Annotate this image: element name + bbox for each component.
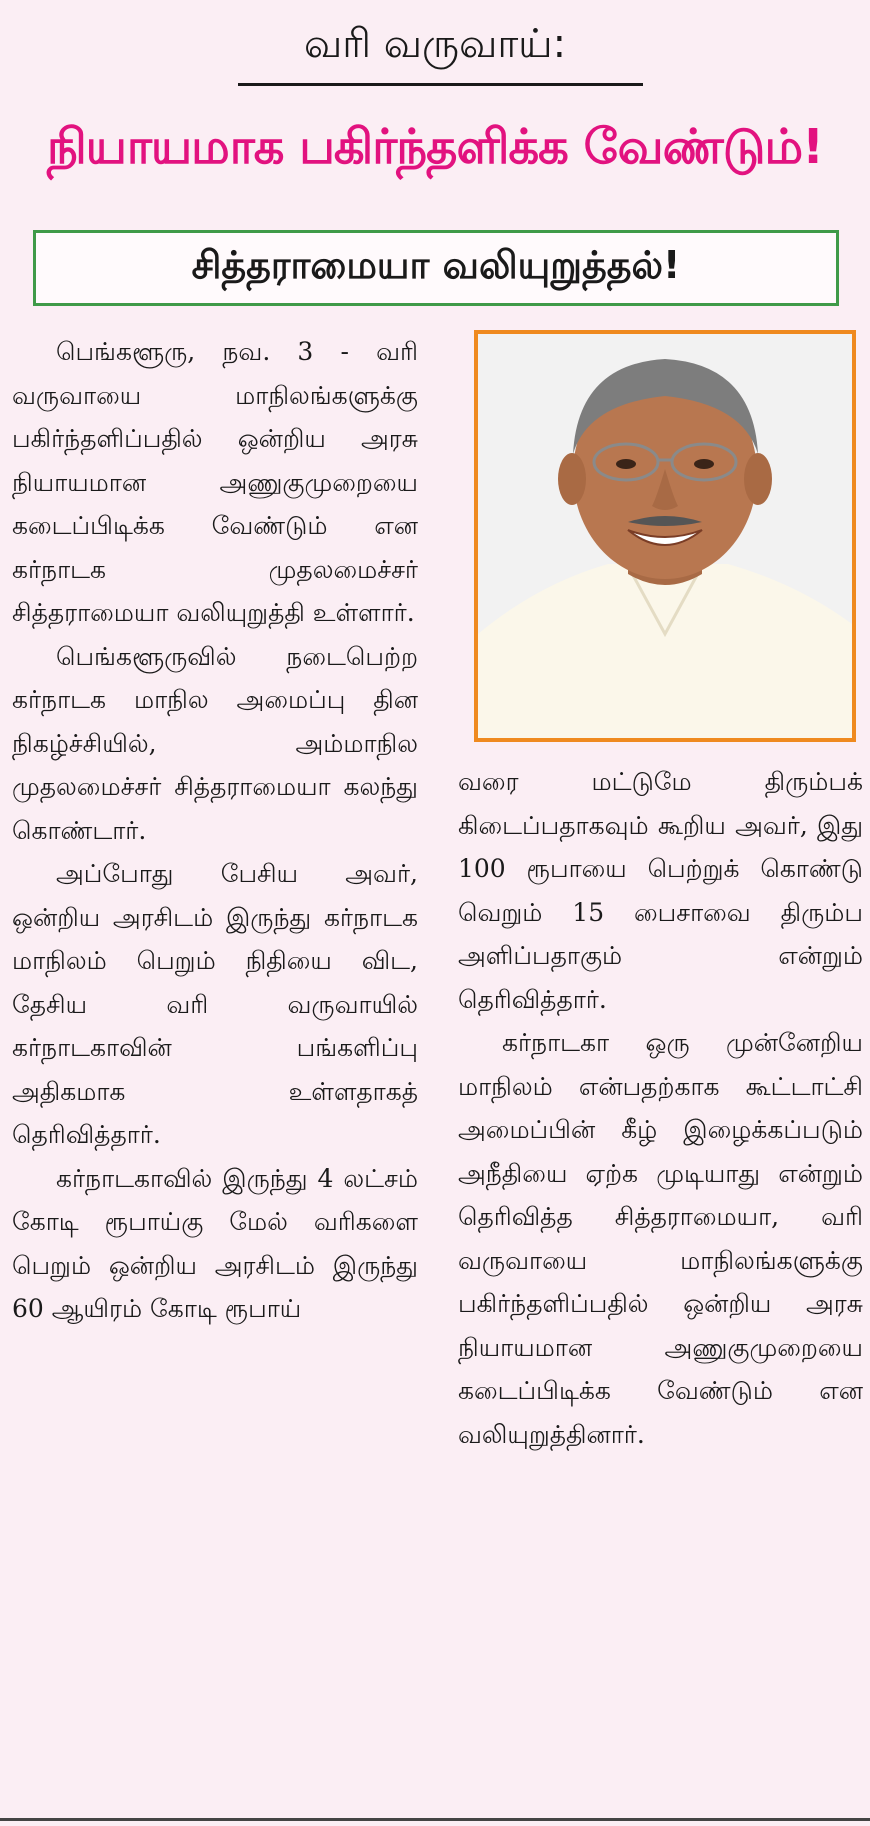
subheadline-box <box>33 230 839 306</box>
kicker-title: வரி வருவாய்: <box>303 21 567 67</box>
bottom-divider <box>0 1818 870 1821</box>
kicker-underline <box>238 83 643 86</box>
portrait-illustration <box>478 334 852 738</box>
paragraph: பெங்களூரு, நவ. 3 - வரி வருவாயை மாநிலங்களுக்கு பகிர்ந்தளிப்பதில் ஒன்றிய அரசு நியாயமான அணுகுமுறையை கடைப்பிடிக்க வேண்டும் என கர்நாடக முதலமைச்சர் சித்தராமையா வலியுறுத்தி உள்ளார். <box>12 337 418 627</box>
headline: நியாயமாக பகிர்ந்தளிக்க வேண்டும்! <box>46 119 824 175</box>
article-column-right <box>458 760 863 1456</box>
article-column-left <box>12 330 418 1331</box>
paragraph: வரை மட்டுமே திரும்பக் கிடைப்பதாகவும் கூறிய அவர், இது 100 ரூபாயை பெற்றுக் கொண்டு வெறும் 15 பைசாவை திரும்ப அளிப்பதாகும் என்றும் தெரிவித்தார். <box>458 767 863 1014</box>
paragraph: கர்நாடகா ஒரு முன்னேறிய மாநிலம் என்பதற்காக கூட்டாட்சி அமைப்பின் கீழ் இழைக்கப்படும் அநீதியை ஏற்க முடியாது என்றும் தெரிவித்த சித்தராமையா, வரி வருவாயை மாநிலங்களுக்கு பகிர்ந்தளிப்பதில் ஒன்றிய அரசு நியாயமான அணுகுமுறையை கடைப்பிடிக்க வேண்டும் என வலியுறுத்தினார். <box>458 1028 863 1449</box>
portrait-photo <box>474 330 856 742</box>
paragraph: அப்போது பேசிய அவர், ஒன்றிய அரசிடம் இருந்து கர்நாடக மாநிலம் பெறும் நிதியை விட, தேசிய வரி வருவாயில் கர்நாடகாவின் பங்களிப்பு அதிகமாக உள்ளதாகத் தெரிவித்தார். <box>12 859 418 1149</box>
paragraph: பெங்களூருவில் நடைபெற்ற கர்நாடக மாநில அமைப்பு தின நிகழ்ச்சியில், அம்மாநில முதலமைச்சர் சித்தராமையா கலந்து கொண்டார். <box>12 641 418 845</box>
subheadline: சித்தராமையா வலியுறுத்தல்! <box>191 243 681 287</box>
paragraph: கர்நாடகாவில் இருந்து 4 லட்சம் கோடி ரூபாய்கு மேல் வரிகளை பெறும் ஒன்றிய அரசிடம் இருந்து 60 ஆயிரம் கோடி ரூபாய் <box>12 1163 418 1323</box>
